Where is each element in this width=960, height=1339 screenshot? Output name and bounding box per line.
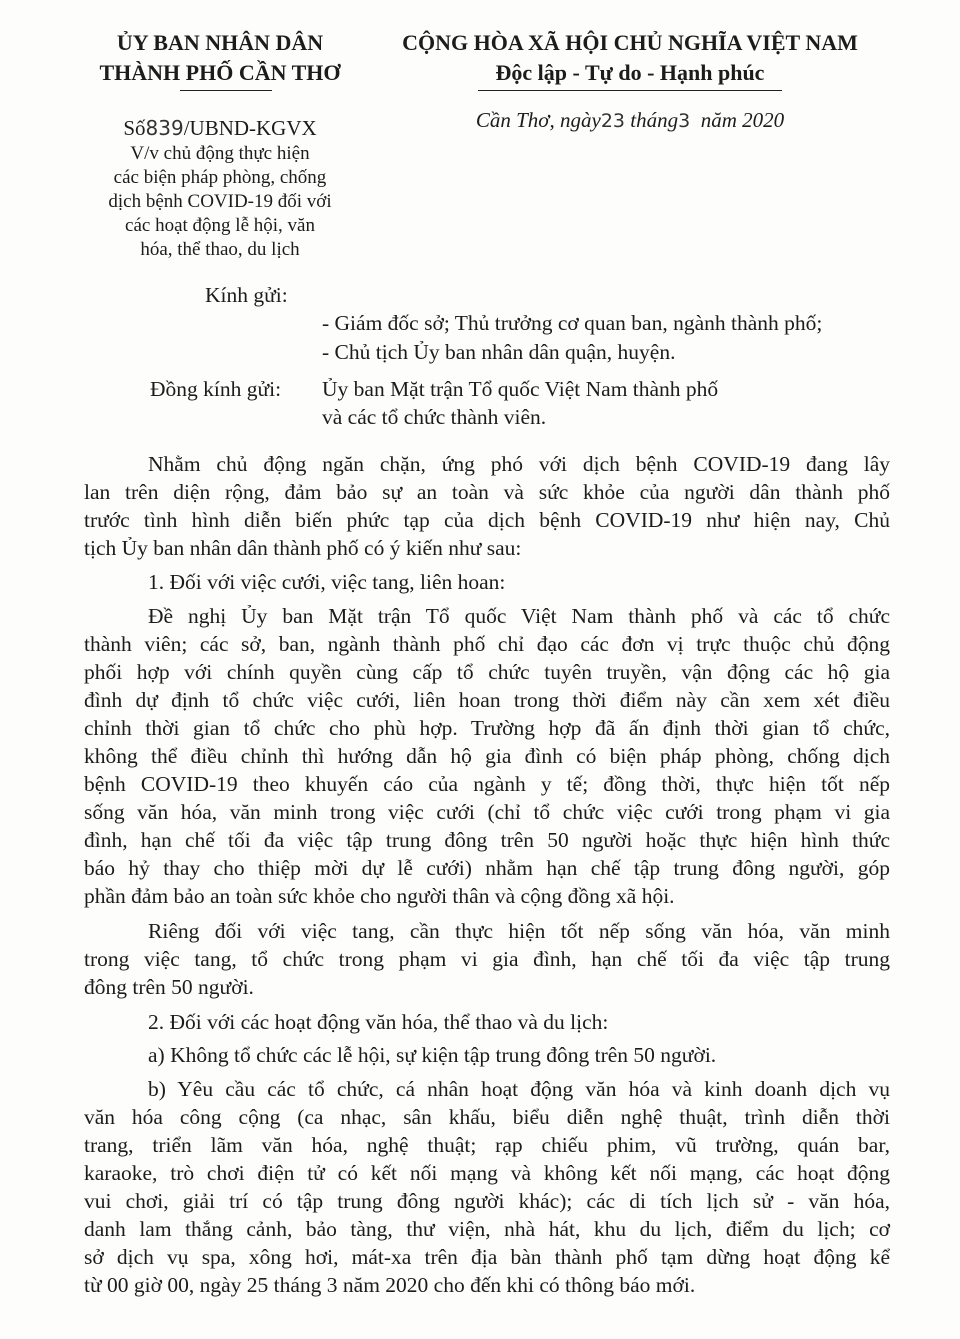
body-line: lan trên diện rộng, đảm bảo sự an toàn và sức khỏe của người dân thành phố [84,480,890,504]
date-month-label: tháng [630,108,679,132]
doc-number-suffix: /UBND-KGVX [183,116,317,140]
date-day-handwritten: 23 [600,110,626,132]
agency-name-line2: THÀNH PHỐ CẦN THƠ [99,60,341,85]
body-line: Nhằm chủ động ngăn chặn, ứng phó với dịch bệnh COVID-19 đang lây [148,452,890,476]
body-line: a) Không tổ chức các lễ hội, sự kiện tập trung đông trên 50 người. [148,1043,717,1067]
body-line: đình, hạn chế tối đa việc tập trung đông trên 50 người hoặc thực hiện hình thức [84,828,890,852]
subject-block [60,142,380,262]
date-place: Cần Thơ, ngày [475,108,601,132]
agency-underline [180,90,272,91]
subject-line: dịch bệnh COVID-19 đối với [108,191,332,212]
document-number [60,116,380,141]
body-line: thành viên; các sở, ban, ngành thành phố chỉ đạo các đơn vị trực thuộc chủ động [84,632,890,656]
recipients-label: Kính gửi: [205,283,288,307]
body-line: Đề nghị Ủy ban Mặt trận Tổ quốc Việt Nam thành phố và các tổ chức [148,604,890,628]
national-motto: Độc lập - Tự do - Hạnh phúc [495,60,765,85]
issue-date [380,108,880,133]
date-month-handwritten: 3 [678,110,691,132]
recipient-item: - Giám đốc sở; Thủ trưởng cơ quan ban, ngành thành phố; [322,311,823,335]
body-line: tịch Ủy ban nhân dân thành phố có ý kiến như sau: [84,536,522,560]
body-line: từ 00 giờ 00, ngày 25 tháng 3 năm 2020 cho đến khi có thông báo mới. [84,1273,696,1297]
body-line: chỉnh thời gian tổ chức cho phù hợp. Trường hợp đã ấn định thời gian tổ chức, [84,716,890,740]
subject-line: các biện pháp phòng, chống [113,167,327,188]
cc-line: và các tổ chức thành viên. [322,405,547,429]
motto-underline [478,90,782,91]
cc-label: Đồng kính gửi: [150,377,282,401]
body-line: văn hóa công cộng (ca nhạc, sân khấu, biểu diễn nghệ thuật, trình diễn thời [84,1105,890,1129]
body-line: sở dịch vụ spa, xông hơi, mát-xa trên địa bàn thành phố tạm dừng hoạt động kể [84,1245,890,1269]
section-heading: 1. Đối với việc cưới, việc tang, liên hoan: [148,570,506,594]
body-line: trước tình hình diễn biến phức tạp của dịch bệnh COVID-19 như hiện nay, Chủ [84,508,890,532]
body-line: phần đảm bảo an toàn sức khỏe cho người thân và cộng đồng xã hội. [84,884,675,908]
section-heading: 2. Đối với các hoạt động văn hóa, thể thao và du lịch: [148,1010,609,1034]
body-line: đông trên 50 người. [84,975,254,999]
cc-line: Ủy ban Mặt trận Tổ quốc Việt Nam thành phố [322,377,719,401]
doc-number-prefix: Số [123,116,146,140]
national-title: CỘNG HÒA XÃ HỘI CHỦ NGHĨA VIỆT NAM [402,30,858,55]
body-line: b) Yêu cầu các tổ chức, cá nhân hoạt động văn hóa và kinh doanh dịch vụ [148,1077,890,1101]
body-line: phối hợp với chính quyền cùng cấp tổ chức tuyên truyền, vận động các hộ gia [84,660,890,684]
body-line: trong việc tang, tổ chức trong phạm vi gia đình, hạn chế tối đa việc tập trung [84,947,890,971]
body-line: trang, triển lãm văn hóa, nghệ thuật; rạp chiếu phim, vũ trường, quán bar, [84,1133,890,1157]
body-line: bệnh COVID-19 theo khuyến cáo của ngành y tế; đồng thời, thực hiện tốt nếp [84,772,890,796]
body-line: báo hỷ thay cho thiệp mời dự lễ cưới) nhằm hạn chế tập trung đông người, góp [84,856,890,880]
subject-line: hóa, thể thao, du lịch [140,239,300,260]
body-line: vui chơi, giải trí có tập trung đông người khác); các di tích lịch sử - văn hóa, [84,1189,890,1213]
body-line: sống văn hóa, văn minh trong việc cưới (chỉ tổ chức việc cưới trong phạm vi gia [84,800,890,824]
agency-name-line1: ỦY BAN NHÂN DÂN [116,30,324,55]
date-year: năm 2020 [700,108,785,132]
body-line: karaoke, trò chơi điện tử có kết nối mạng và không kết nối mạng, các hoạt động [84,1161,890,1185]
body-line: danh lam thắng cảnh, bảo tàng, thư viện, nhà hát, khu du lịch, điểm du lịch; cơ [84,1217,890,1241]
recipient-item: - Chủ tịch Ủy ban nhân dân quận, huyện. [322,340,676,364]
body-line: Riêng đối với việc tang, cần thực hiện tốt nếp sống văn hóa, văn minh [148,919,890,943]
body-line: không thể điều chỉnh thì hướng dẫn hộ gia đình có biện pháp phòng, chống dịch [84,744,890,768]
body-line: đình dự định tổ chức việc cưới, liên hoan trong thời điểm này cần xem xét điều [84,688,890,712]
subject-line: V/v chủ động thực hiện [130,143,310,164]
doc-number-handwritten: 839 [145,116,184,140]
subject-line: các hoạt động lễ hội, văn [125,215,315,236]
